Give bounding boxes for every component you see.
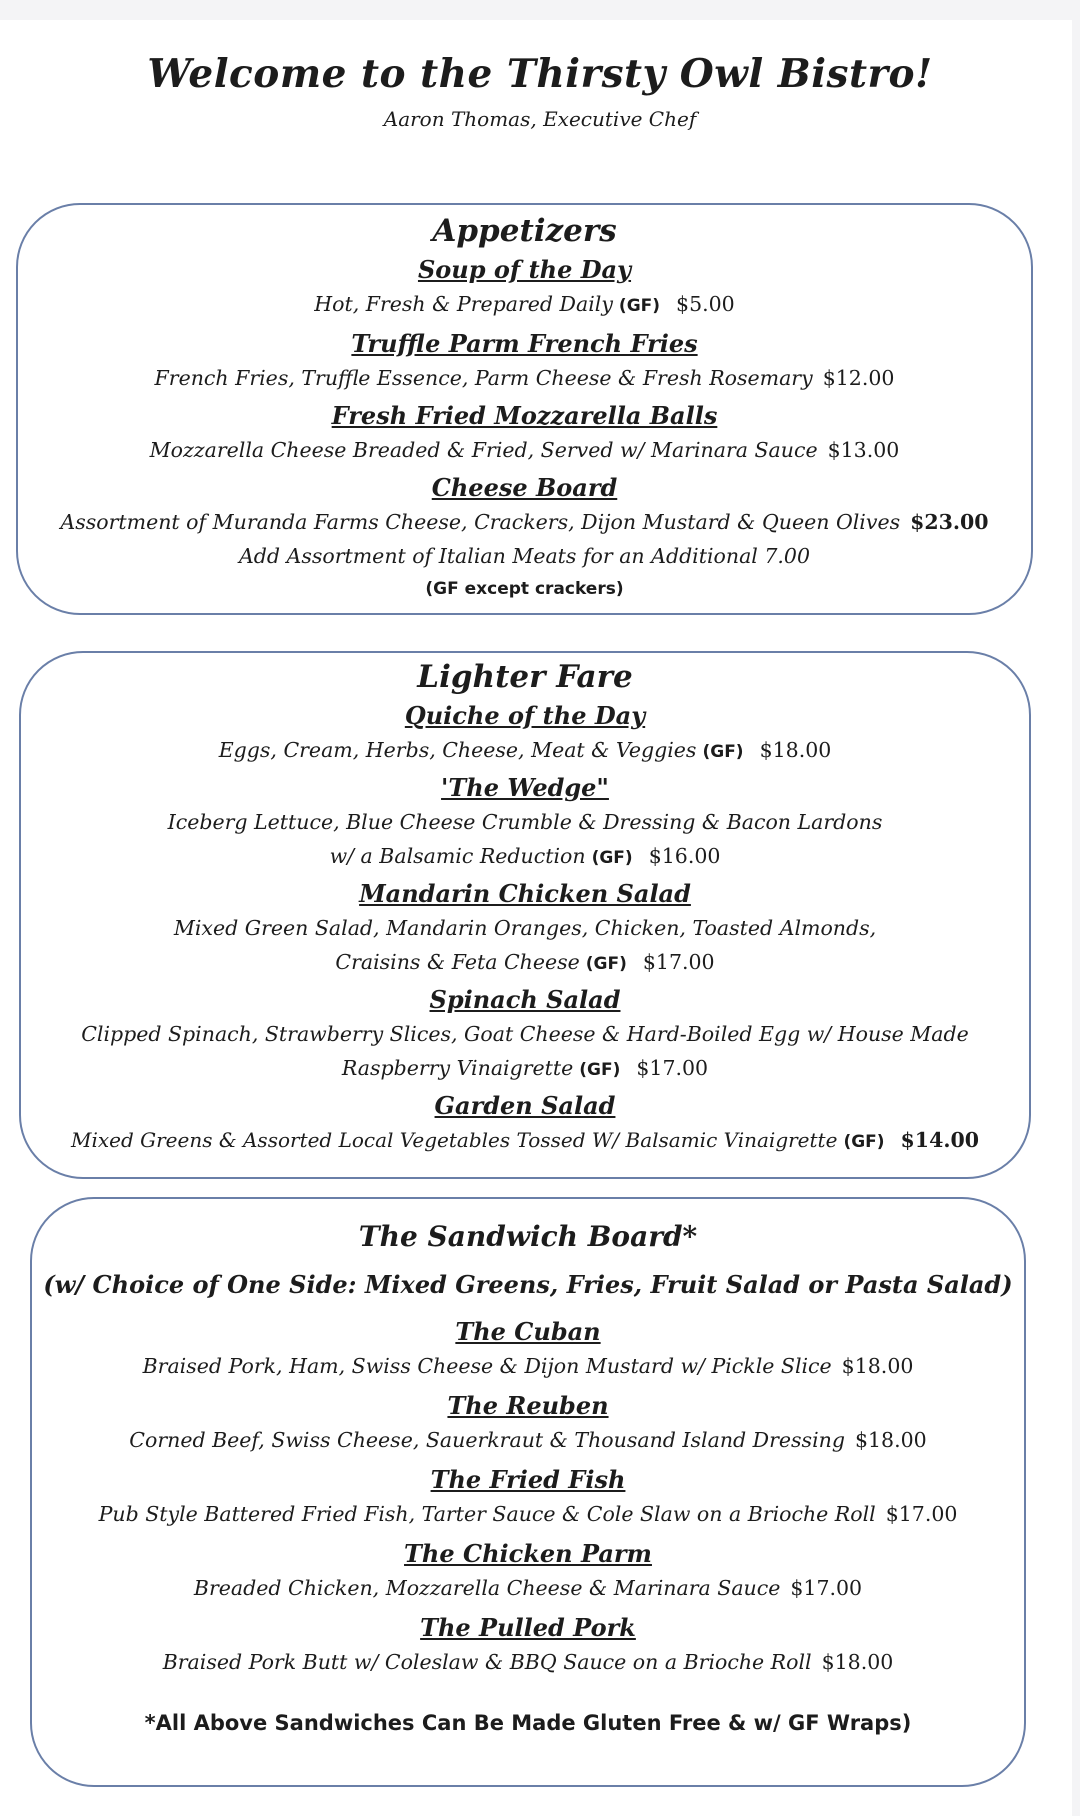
description-text: French Fries, Truffle Essence, Parm Cheese & Fresh Rosemary — [154, 366, 813, 390]
description-text: w/ a Balsamic Reduction — [329, 844, 586, 868]
description-text: Craisins & Feta Cheese — [335, 950, 580, 974]
gf-tag: (GF) — [591, 848, 633, 868]
menu-header — [0, 48, 1080, 132]
item-mandarin-chicken-salad: Mandarin Chicken Salad — [359, 879, 691, 908]
item-the-wedge: 'The Wedge" — [441, 773, 609, 802]
item-garden-salad: Garden Salad — [434, 1091, 616, 1120]
item-description — [32, 1349, 1024, 1383]
description-text: Assortment of Muranda Farms Cheese, Crackers, Dijon Mustard & Queen Olives — [60, 510, 901, 534]
lighter-fare-title: Lighter Fare — [417, 659, 633, 695]
description-text: Mozzarella Cheese Breaded & Fried, Served w/ Marinara Sauce — [149, 438, 818, 462]
description-text: Breaded Chicken, Mozzarella Cheese & Marinara Sauce — [193, 1576, 781, 1600]
sandwich-board-title: The Sandwich Board* — [358, 1220, 698, 1253]
item-description — [32, 1497, 1024, 1531]
item-description — [32, 1645, 1024, 1679]
item-description — [32, 1571, 1024, 1605]
item-description-cont — [21, 945, 1029, 981]
price: $17.00 — [885, 1502, 958, 1526]
item-description-cont — [21, 839, 1029, 875]
item-soup-of-the-day: Soup of the Day — [417, 255, 632, 284]
item-the-cuban: The Cuban — [455, 1317, 601, 1346]
top-margin-strip — [0, 0, 1080, 20]
right-margin-strip — [1072, 0, 1080, 1816]
description-text: Braised Pork, Ham, Swiss Cheese & Dijon Mustard w/ Pickle Slice — [142, 1354, 832, 1378]
item-the-chicken-parm: The Chicken Parm — [404, 1539, 652, 1568]
item-description — [21, 733, 1029, 769]
price: $18.00 — [821, 1650, 894, 1674]
description-text: Mixed Greens & Assorted Local Vegetables Tossed W/ Balsamic Vinaigrette — [70, 1128, 838, 1152]
item-description: Mixed Green Salad, Mandarin Oranges, Chicken, Toasted Almonds, — [173, 916, 877, 940]
sandwich-side-choice: (w/ Choice of One Side: Mixed Greens, Fries, Fruit Salad or Pasta Salad) — [43, 1270, 1013, 1299]
chef-credit: Aaron Thomas, Executive Chef — [383, 107, 697, 131]
item-the-reuben: The Reuben — [447, 1391, 609, 1420]
item-description-cont — [21, 1051, 1029, 1087]
item-quiche-of-the-day: Quiche of the Day — [404, 701, 646, 730]
gf-tag: (GF) — [702, 742, 744, 762]
item-fried-mozzarella-balls: Fresh Fried Mozzarella Balls — [331, 401, 718, 430]
lighter-fare-panel — [19, 651, 1031, 1179]
price: $17.00 — [636, 1056, 709, 1080]
item-description — [21, 1123, 1029, 1159]
cheese-board-addon: Add Assortment of Italian Meats for an Additional 7.00 — [238, 544, 811, 568]
gf-tag: (GF) — [618, 296, 661, 316]
menu-title: Welcome to the Thirsty Owl Bistro! — [147, 51, 933, 97]
gf-tag: (GF) — [579, 1060, 621, 1080]
sandwich-board-panel — [30, 1197, 1026, 1787]
item-description — [18, 287, 1031, 323]
item-the-pulled-pork: The Pulled Pork — [420, 1613, 636, 1642]
item-description — [18, 505, 1031, 539]
item-description — [18, 433, 1031, 467]
price: $14.00 — [900, 1128, 980, 1152]
price: $23.00 — [910, 510, 989, 534]
price: $17.00 — [642, 950, 715, 974]
price: $18.00 — [841, 1354, 914, 1378]
description-text: Pub Style Battered Fried Fish, Tarter Sauce & Cole Slaw on a Brioche Roll — [98, 1502, 876, 1526]
price: $16.00 — [648, 844, 721, 868]
description-text: Braised Pork Butt w/ Coleslaw & BBQ Sauce on a Brioche Roll — [162, 1650, 812, 1674]
price: $18.00 — [759, 738, 832, 762]
item-truffle-parm-fries: Truffle Parm French Fries — [351, 329, 698, 358]
price: $5.00 — [676, 292, 735, 316]
item-description: Clipped Spinach, Strawberry Slices, Goat Cheese & Hard-Boiled Egg w/ House Made — [81, 1022, 969, 1046]
gf-tag: (GF) — [585, 954, 627, 974]
description-text: Eggs, Cream, Herbs, Cheese, Meat & Veggies — [218, 738, 697, 762]
gf-tag: (GF) — [843, 1132, 885, 1152]
item-the-fried-fish: The Fried Fish — [430, 1465, 626, 1494]
item-description — [18, 361, 1031, 395]
appetizers-panel — [16, 203, 1033, 615]
price: $13.00 — [827, 438, 900, 462]
item-description: Iceberg Lettuce, Blue Cheese Crumble & Dressing & Bacon Lardons — [167, 810, 883, 834]
description-text: Hot, Fresh & Prepared Daily — [314, 292, 613, 316]
cheese-board-gf-note: (GF except crackers) — [425, 579, 624, 599]
price: $12.00 — [822, 366, 895, 390]
item-cheese-board: Cheese Board — [431, 473, 618, 502]
appetizers-title: Appetizers — [432, 213, 617, 249]
description-text: Raspberry Vinaigrette — [341, 1056, 574, 1080]
item-description — [32, 1423, 1024, 1457]
item-spinach-salad: Spinach Salad — [429, 985, 621, 1014]
sandwich-gf-footer: *All Above Sandwiches Can Be Made Gluten Free & w/ GF Wraps) — [144, 1711, 912, 1735]
price: $18.00 — [854, 1428, 927, 1452]
price: $17.00 — [790, 1576, 863, 1600]
description-text: Corned Beef, Swiss Cheese, Sauerkraut & Thousand Island Dressing — [129, 1428, 845, 1452]
